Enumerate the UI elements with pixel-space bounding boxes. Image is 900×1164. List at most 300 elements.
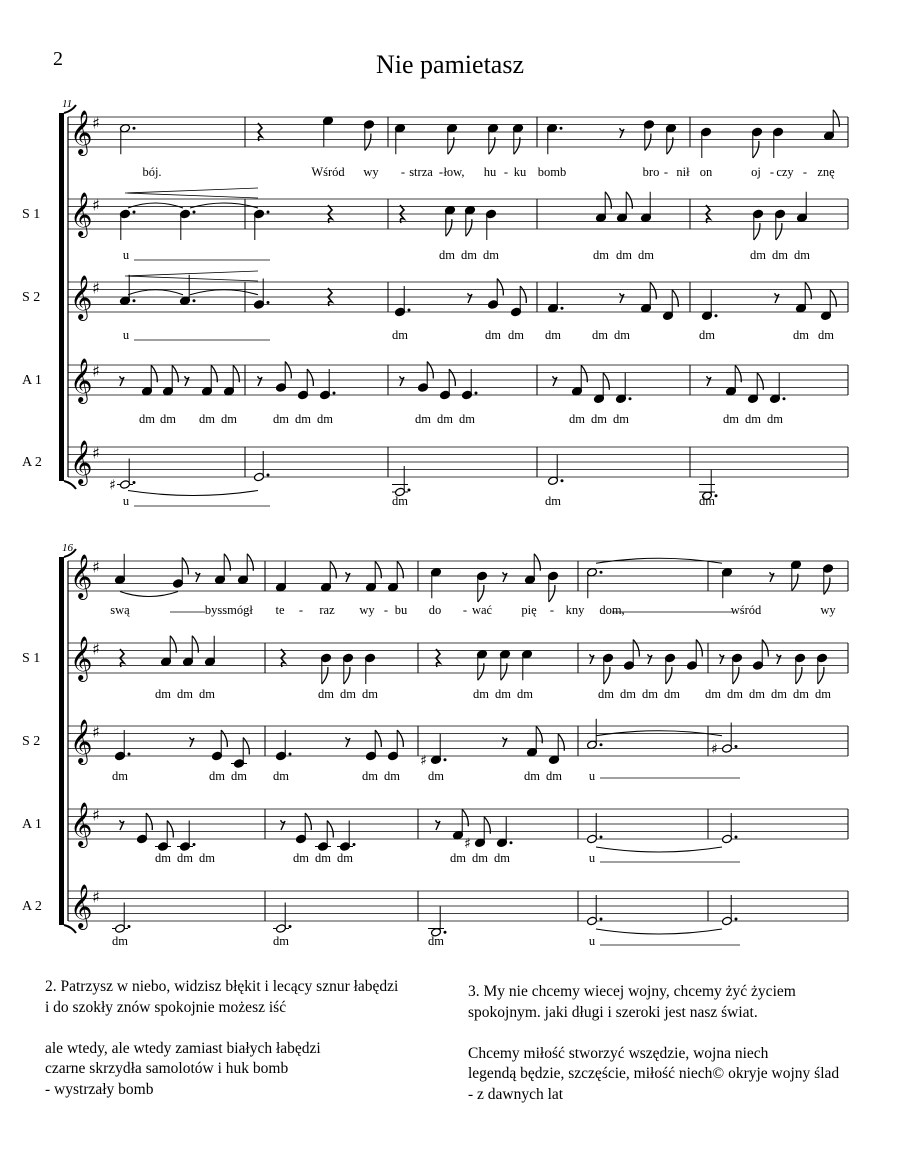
eighth-rest-icon xyxy=(553,376,557,386)
lyric-syllable: dm xyxy=(750,248,766,262)
note xyxy=(773,127,784,158)
lyric-syllable: dm xyxy=(273,412,289,426)
lyric-syllable: - xyxy=(549,603,555,617)
lyric-syllable: dm xyxy=(139,412,155,426)
note xyxy=(548,455,564,486)
key-signature-sharp-icon: ♯ xyxy=(92,557,100,577)
lyric-syllable: dm xyxy=(508,328,524,342)
augmentation-dot xyxy=(715,314,718,317)
eighth-rest-icon xyxy=(720,654,724,664)
lyric-syllable: - xyxy=(383,603,389,617)
note-flag xyxy=(221,730,227,747)
verse-2-line: - wystrzały bomb xyxy=(45,1080,154,1098)
eighth-rest-icon xyxy=(185,376,189,386)
note xyxy=(748,373,764,404)
eighth-rest-icon xyxy=(400,376,404,386)
lyric-syllable: dm xyxy=(815,687,831,701)
lyric-syllable: dm xyxy=(772,248,788,262)
lyric-syllable: wy xyxy=(359,603,375,617)
note xyxy=(477,649,488,680)
treble-clef-icon: 𝄞 xyxy=(70,719,93,763)
note xyxy=(821,290,837,321)
note-flag xyxy=(696,640,702,657)
note-flag xyxy=(604,667,610,684)
note xyxy=(797,192,808,223)
tie-slur xyxy=(120,592,178,597)
note xyxy=(722,567,733,598)
note xyxy=(231,738,249,769)
lyric-syllable: dm xyxy=(362,769,378,783)
lyric-syllable: dm xyxy=(495,687,511,701)
tie-slur xyxy=(596,929,722,934)
system-bracket xyxy=(59,113,64,481)
lyric-syllable: dm xyxy=(472,851,488,865)
augmentation-dot xyxy=(289,925,292,928)
lyric-syllable: hu xyxy=(483,165,497,179)
verse-3-line: legendą będzie, szczęście, miłość niech© okryje wojny ślad xyxy=(468,1065,840,1082)
note xyxy=(343,653,354,684)
note-flag xyxy=(322,667,328,684)
eighth-rest-icon xyxy=(503,737,507,747)
note xyxy=(465,205,476,236)
note xyxy=(180,275,196,306)
lyric-syllable: wśród xyxy=(730,603,762,617)
note xyxy=(445,205,456,236)
note-flag xyxy=(427,362,433,379)
note xyxy=(666,123,677,154)
eighth-rest-icon xyxy=(777,654,781,664)
key-signature-sharp-icon: ♯ xyxy=(92,887,100,907)
lyric-syllable: dm xyxy=(461,248,477,262)
lyric-syllable: do xyxy=(428,603,442,617)
note xyxy=(753,209,764,240)
score-title: Nie pamietasz xyxy=(376,50,524,79)
lyric-syllable: dm xyxy=(642,687,658,701)
part-label: A 2 xyxy=(22,899,42,914)
treble-clef-icon: 𝄞 xyxy=(70,884,93,928)
lyric-syllable: dm xyxy=(155,687,171,701)
lyric-syllable: dm xyxy=(771,687,787,701)
note xyxy=(663,290,679,321)
note xyxy=(701,127,712,158)
note-flag xyxy=(365,134,371,151)
note xyxy=(596,192,612,223)
treble-clef-icon: 𝄞 xyxy=(70,802,93,846)
key-signature-sharp-icon: ♯ xyxy=(92,443,100,463)
note xyxy=(120,275,136,306)
part-label: S 1 xyxy=(22,207,41,222)
note xyxy=(775,209,786,240)
lyric-syllable: dm xyxy=(598,687,614,701)
note xyxy=(824,110,840,141)
note-flag xyxy=(645,134,651,151)
key-signature-sharp-icon: ♯ xyxy=(92,722,100,742)
lyric-syllable: bój. xyxy=(142,165,162,179)
note-flag xyxy=(818,667,824,684)
note xyxy=(215,554,231,585)
note xyxy=(549,734,565,765)
note xyxy=(109,459,136,494)
augmentation-dot xyxy=(475,392,478,395)
lyric-syllable: dm xyxy=(231,769,247,783)
lyric-syllable: - xyxy=(400,165,406,179)
augmentation-dot xyxy=(560,127,563,130)
augmentation-dot xyxy=(133,481,136,484)
treble-clef-icon: 𝄞 xyxy=(70,440,93,484)
lyric-syllable: u xyxy=(122,248,130,262)
lyric-syllable: dm xyxy=(705,687,721,701)
lyric-syllable: dom, xyxy=(599,603,625,617)
lyric-syllable: dm xyxy=(592,328,608,342)
sharp-accidental-icon: ♯ xyxy=(109,477,116,494)
note xyxy=(142,365,158,396)
key-signature-sharp-icon: ♯ xyxy=(92,805,100,825)
lyric-syllable: dm xyxy=(569,412,585,426)
note-flag xyxy=(776,223,782,240)
lyric-syllable: u xyxy=(588,934,596,948)
eighth-rest-icon xyxy=(196,572,200,582)
sharp-accidental-icon: ♯ xyxy=(711,741,718,758)
eighth-rest-icon xyxy=(120,820,124,830)
note xyxy=(795,653,806,684)
note xyxy=(500,649,511,680)
note xyxy=(321,561,337,592)
note xyxy=(276,561,287,592)
lyric-syllable: dm xyxy=(112,769,128,783)
lyric-syllable: dm xyxy=(160,412,176,426)
lyric-syllable: dm xyxy=(727,687,743,701)
treble-clef-icon: 𝄞 xyxy=(70,358,93,402)
augmentation-dot xyxy=(600,836,603,839)
note-flag xyxy=(243,738,249,755)
lyric-syllable: strza xyxy=(409,165,433,179)
tie-slur xyxy=(190,290,258,295)
note xyxy=(395,123,406,154)
lyric-syllable: dm xyxy=(545,494,561,508)
sharp-accidental-icon: ♯ xyxy=(420,752,427,769)
verse-3-line: spokojnym. jaki długi i szeroki jest nasz świat. xyxy=(468,1003,758,1021)
lyric-syllable: dm xyxy=(699,494,715,508)
lyric-syllable: dm xyxy=(199,851,215,865)
note xyxy=(155,821,173,852)
eighth-rest-icon xyxy=(648,654,652,664)
eighth-rest-icon xyxy=(503,572,507,582)
tie-slur xyxy=(128,290,183,295)
measure-number: 11 xyxy=(62,98,73,110)
lyric-syllable: dm xyxy=(340,687,356,701)
note xyxy=(428,906,447,937)
lyric-syllable: dm xyxy=(616,248,632,262)
key-signature-sharp-icon: ♯ xyxy=(92,639,100,659)
lyric-syllable: ku xyxy=(513,165,527,179)
note xyxy=(183,636,199,667)
note xyxy=(726,365,742,396)
lyric-syllable: - xyxy=(503,165,509,179)
note xyxy=(120,123,136,154)
eighth-rest-icon xyxy=(281,820,285,830)
lyric-syllable: u xyxy=(122,494,130,508)
lyric-syllable: dm xyxy=(723,412,739,426)
lyric-syllable: dm xyxy=(273,769,289,783)
note xyxy=(547,123,563,154)
lyric-syllable: dm xyxy=(524,769,540,783)
note xyxy=(273,903,292,934)
note-flag xyxy=(478,585,484,602)
note xyxy=(617,192,633,223)
lyric-syllable: dm xyxy=(199,412,215,426)
key-signature-sharp-icon: ♯ xyxy=(92,195,100,215)
lyric-syllable: kny xyxy=(565,603,585,617)
verse-3-line: Chcemy miłość stworzyć wszędzie, wojna niech xyxy=(468,1044,769,1062)
eighth-rest-icon xyxy=(190,737,194,747)
lyric-syllable: dm xyxy=(415,412,431,426)
part-label: A 1 xyxy=(22,817,42,832)
lyric-syllable: dm xyxy=(494,851,510,865)
note-flag xyxy=(307,369,313,386)
lyric-syllable: dm xyxy=(437,412,453,426)
note-flag xyxy=(449,369,455,386)
lyric-syllable: dm xyxy=(794,248,810,262)
eighth-rest-icon xyxy=(258,376,262,386)
tie-slur xyxy=(128,491,258,496)
sharp-accidental-icon: ♯ xyxy=(464,835,471,852)
key-signature-sharp-icon: ♯ xyxy=(92,113,100,133)
note xyxy=(817,653,828,684)
note-flag xyxy=(146,813,152,830)
lyric-syllable: dm xyxy=(793,328,809,342)
note-flag xyxy=(824,578,830,595)
lyric-syllable: dm xyxy=(450,851,466,865)
lyric-syllable: dm xyxy=(473,687,489,701)
note-flag xyxy=(796,667,802,684)
augmentation-dot xyxy=(735,836,738,839)
lyric-syllable: wy xyxy=(363,165,379,179)
lyric-syllable: u xyxy=(588,851,596,865)
note xyxy=(488,123,499,154)
lyric-syllable: dm xyxy=(793,687,809,701)
note-flag xyxy=(375,730,381,747)
lyric-syllable: wy xyxy=(820,603,836,617)
note xyxy=(177,821,196,852)
note-flag xyxy=(285,362,291,379)
note-flag xyxy=(733,667,739,684)
lyric-syllable: Wśród xyxy=(311,165,345,179)
lyric-syllable: dm xyxy=(428,769,444,783)
augmentation-dot xyxy=(735,745,738,748)
augmentation-dot xyxy=(735,918,738,921)
note xyxy=(364,120,375,151)
eighth-rest-icon xyxy=(468,293,472,303)
lyric-syllable: dm xyxy=(545,328,561,342)
lyric-syllable: dm xyxy=(818,328,834,342)
note xyxy=(548,282,564,313)
augmentation-dot xyxy=(128,925,131,928)
tie-slur xyxy=(190,203,258,208)
note xyxy=(315,821,333,852)
lyric-syllable: dm xyxy=(209,769,225,783)
note xyxy=(594,373,610,404)
part-label: S 1 xyxy=(22,651,41,666)
note xyxy=(163,365,179,396)
lyric-syllable: pię xyxy=(521,603,537,617)
lyric-syllable: te xyxy=(275,603,285,617)
tie-slur xyxy=(128,203,183,208)
note xyxy=(112,903,131,934)
lyric-syllable: dm xyxy=(318,687,334,701)
augmentation-dot xyxy=(600,571,603,574)
measure-number: 16 xyxy=(62,542,73,554)
note-flag xyxy=(549,585,555,602)
part-label: A 1 xyxy=(22,373,42,388)
lyric-syllable: dm xyxy=(177,851,193,865)
lyric-syllable: dm xyxy=(295,412,311,426)
lyric-syllable: wać xyxy=(471,603,493,617)
note xyxy=(587,719,603,750)
eighth-rest-icon xyxy=(707,376,711,386)
note-flag xyxy=(754,223,760,240)
lyric-syllable: dm xyxy=(614,328,630,342)
lyric-syllable: dm xyxy=(112,934,128,948)
note xyxy=(791,560,802,591)
lyric-syllable: dm xyxy=(613,412,629,426)
augmentation-dot xyxy=(783,397,786,400)
note-flag xyxy=(762,640,768,657)
part-label: S 2 xyxy=(22,290,41,305)
lyric-syllable: dm xyxy=(317,412,333,426)
lyric-syllable: dm xyxy=(745,412,761,426)
lyric-syllable: dm xyxy=(638,248,654,262)
page-number: 2 xyxy=(53,48,63,70)
lyric-syllable: dm xyxy=(593,248,609,262)
lyric-syllable: nił xyxy=(676,165,690,179)
lyric-syllable: dm xyxy=(177,687,193,701)
note-flag xyxy=(497,279,503,296)
lyric-syllable: dm xyxy=(591,412,607,426)
note xyxy=(522,649,533,680)
note xyxy=(323,116,334,147)
note xyxy=(238,554,254,585)
lyric-syllable: dm xyxy=(155,851,171,865)
tie-slur xyxy=(596,847,722,852)
note xyxy=(752,127,763,158)
lyric-syllable: dm xyxy=(199,687,215,701)
part-label: A 2 xyxy=(22,455,42,470)
note xyxy=(205,636,216,667)
lyric-syllable: dm xyxy=(767,412,783,426)
note xyxy=(572,365,588,396)
lyric-syllable: dm xyxy=(392,328,408,342)
augmentation-dot xyxy=(408,309,411,312)
note xyxy=(224,365,240,396)
augmentation-dot xyxy=(444,758,447,761)
eighth-rest-icon xyxy=(120,376,124,386)
eighth-rest-icon xyxy=(346,572,350,582)
note xyxy=(392,466,411,497)
augmentation-dot xyxy=(600,918,603,921)
treble-clef-icon: 𝄞 xyxy=(70,636,93,680)
treble-clef-icon: 𝄞 xyxy=(70,554,93,598)
verse-3-line: 3. My nie chcemy wiecej wojny, chcemy żyć życiem xyxy=(468,983,796,1000)
augmentation-dot xyxy=(267,474,270,477)
note xyxy=(603,653,614,684)
key-signature-sharp-icon: ♯ xyxy=(92,278,100,298)
note xyxy=(366,561,382,592)
note xyxy=(497,817,513,848)
decrescendo-hairpin xyxy=(125,188,258,198)
note xyxy=(525,554,541,585)
lyric-syllable: dm xyxy=(362,687,378,701)
lyric-syllable: u xyxy=(588,769,596,783)
lyric-syllable: mógł xyxy=(227,603,253,617)
augmentation-dot xyxy=(128,753,131,756)
note xyxy=(796,282,812,313)
note xyxy=(770,373,786,404)
eighth-rest-icon xyxy=(436,820,440,830)
augmentation-dot xyxy=(561,479,564,482)
augmentation-dot xyxy=(133,299,136,302)
lyric-syllable: dm xyxy=(699,328,715,342)
note xyxy=(202,365,218,396)
lyric-syllable: dm xyxy=(483,248,499,262)
note-flag xyxy=(666,667,672,684)
note xyxy=(337,821,356,852)
lyric-syllable: - xyxy=(462,603,468,617)
note xyxy=(641,282,657,313)
treble-clef-icon: 𝄞 xyxy=(70,275,93,319)
lyric-syllable: dm xyxy=(517,687,533,701)
augmentation-dot xyxy=(629,397,632,400)
augmentation-dot xyxy=(353,843,356,846)
lyric-syllable: oj xyxy=(751,165,761,179)
augmentation-dot xyxy=(333,392,336,395)
lyric-syllable: dm xyxy=(384,769,400,783)
lyric-syllable: dm xyxy=(546,769,562,783)
lyric-syllable: łow, xyxy=(443,165,465,179)
lyric-syllable: u xyxy=(122,328,130,342)
lyric-syllable: dm xyxy=(337,851,353,865)
lyric-syllable: dm xyxy=(620,687,636,701)
verse-3-line: - z dawnych lat xyxy=(468,1085,564,1103)
verse-2-line: 2. Patrzysz w niebo, widzisz błękit i lecący sznur łabędzi xyxy=(45,978,399,995)
lyric-syllable: swą xyxy=(110,603,130,617)
eighth-rest-icon xyxy=(770,572,774,582)
note xyxy=(420,734,447,769)
note xyxy=(431,567,442,598)
note xyxy=(365,653,376,684)
note-flag xyxy=(520,286,526,303)
lyric-syllable: - xyxy=(769,165,775,179)
lyric-syllable: dm xyxy=(485,328,501,342)
treble-clef-icon: 𝄞 xyxy=(70,110,93,154)
augmentation-dot xyxy=(267,301,270,304)
lyric-syllable: znę xyxy=(817,165,835,179)
augmentation-dot xyxy=(193,299,196,302)
note xyxy=(527,726,543,757)
note xyxy=(477,571,488,602)
lyric-syllable: bomb xyxy=(537,165,567,179)
lyric-syllable: dm xyxy=(439,248,455,262)
augmentation-dot xyxy=(133,127,136,130)
lyric-syllable: dm xyxy=(315,851,331,865)
augmentation-dot xyxy=(289,753,292,756)
augmentation-dot xyxy=(561,307,564,310)
eighth-rest-icon xyxy=(620,128,624,138)
lyric-syllable: - xyxy=(438,165,444,179)
augmentation-dot xyxy=(267,211,270,214)
note-flag xyxy=(167,821,173,838)
lyric-syllable: - xyxy=(663,165,669,179)
lyric-syllable: dm xyxy=(392,494,408,508)
